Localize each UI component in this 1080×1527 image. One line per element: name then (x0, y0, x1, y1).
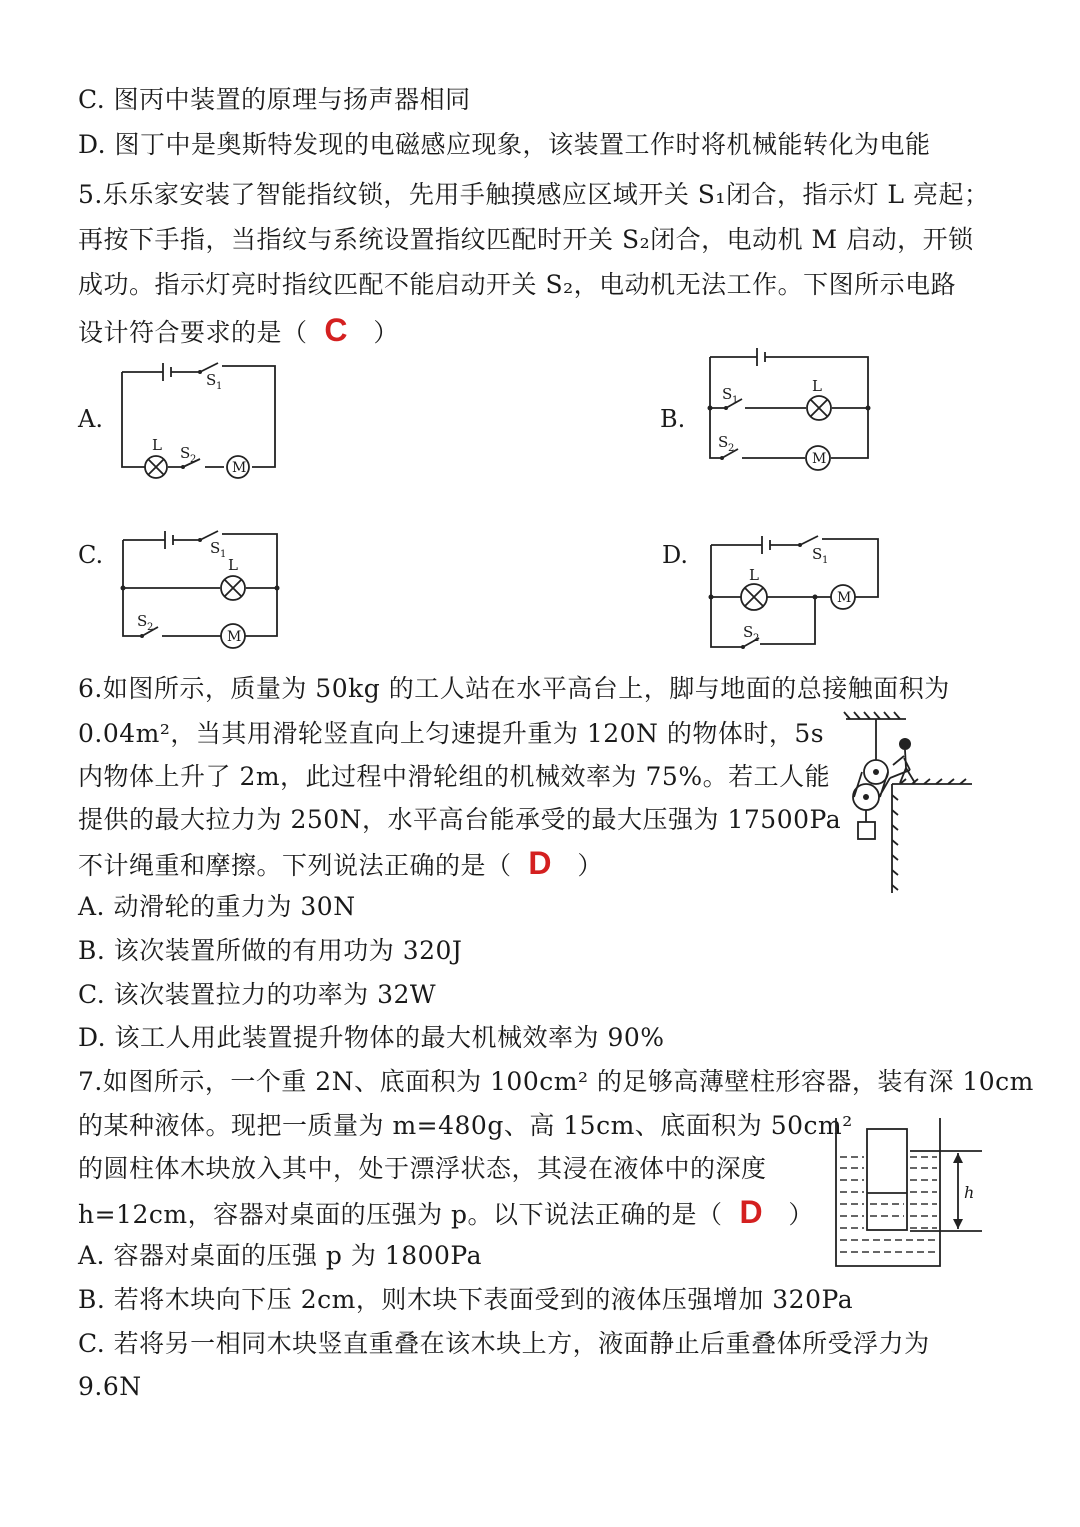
q7-prompt: h=12cm，容器对桌面的压强为 p。以下说法正确的是（ (78, 1200, 723, 1229)
option-c-q4: C. 图丙中装置的原理与扬声器相同 (78, 85, 471, 114)
circuit-a-motor-m: M (232, 460, 247, 476)
circuit-b-s1-sub: 1 (732, 395, 739, 406)
circuit-a-s1-sub: 1 (216, 381, 223, 392)
circuit-c-s2: S (137, 612, 148, 630)
circuit-b-motor-m: M (812, 451, 827, 467)
circuit-c-s1-sub: 1 (220, 549, 227, 560)
q7-option-c-line2: 9.6N (78, 1372, 142, 1401)
q5-answer: C (324, 312, 349, 348)
circuit-b-label: B. (660, 405, 686, 433)
q6-close-paren: ） (577, 851, 603, 880)
circuit-a-s2: S (180, 444, 191, 462)
circuit-a-s2-sub: 2 (190, 454, 197, 465)
q7-option-c-line1: C. 若将另一相同木块竖直重叠在该木块上方，液面静止后重叠体所受浮力为 (78, 1329, 930, 1358)
circuit-a-s1: S (206, 371, 217, 389)
circuit-d-label: D. (662, 541, 689, 569)
q6-line-1: 6.如图所示，质量为 50kg 的工人站在水平高台上，脚与地面的总接触面积为 (78, 674, 950, 703)
q7-line-1: 7.如图所示，一个重 2N、底面积为 100cm² 的足够高薄壁柱形容器，装有深 10cm (78, 1067, 1034, 1096)
option-d-q4: D. 图丁中是奥斯特发现的电磁感应现象，该装置工作时将机械能转化为电能 (78, 130, 931, 159)
q7-line-3: 的圆柱体木块放入其中，处于漂浮状态，其浸在液体中的深度 (78, 1154, 767, 1183)
circuit-c-label: C. (78, 541, 104, 569)
circuit-c-motor-m: M (227, 629, 242, 645)
circuit-d-s1-sub: 1 (822, 555, 829, 566)
q6-line-3: 内物体上升了 2m，此过程中滑轮组的机械效率为 75%。若工人能 (78, 762, 831, 791)
circuit-d-s2: S (743, 623, 754, 641)
q5-close-paren: ） (373, 318, 399, 347)
q5-line-1: 5.乐乐家安装了智能指纹锁，先用手触摸感应区域开关 S₁闭合，指示灯 L 亮起； (78, 180, 990, 209)
circuit-b-lamp-l: L (812, 377, 822, 395)
q6-option-c: C. 该次装置拉力的功率为 32W (78, 980, 437, 1009)
q6-option-b: B. 该次装置所做的有用功为 320J (78, 936, 463, 965)
circuit-b-s2: S (718, 433, 729, 451)
circuit-a-label: A. (78, 405, 103, 433)
q6-option-d: D. 该工人用此装置提升物体的最大机械效率为 90% (78, 1023, 665, 1052)
q5-prompt: 设计符合要求的是（ (78, 318, 308, 347)
q7-option-a: A. 容器对桌面的压强 p 为 1800Pa (78, 1241, 483, 1270)
circuit-d-s1: S (812, 545, 823, 563)
q6-line-2: 0.04m²，当其用滑轮竖直向上匀速提升重为 120N 的物体时，5s (78, 719, 825, 748)
q6-line-4: 提供的最大拉力为 250N，水平高台能承受的最大压强为 17500Pa (78, 805, 842, 834)
circuit-c-s2-sub: 2 (147, 622, 154, 633)
q7-option-b: B. 若将木块向下压 2cm，则木块下表面受到的液体压强增加 320Pa (78, 1285, 854, 1314)
q5-line-3: 成功。指示灯亮时指纹匹配不能启动开关 S₂，电动机无法工作。下图所示电路 (78, 270, 957, 299)
circuit-d-motor-m: M (837, 590, 852, 606)
q7-close-paren: ） (788, 1200, 814, 1229)
circuit-a-lamp-l: L (152, 436, 162, 454)
circuit-c-lamp-l: L (228, 556, 238, 574)
circuit-d-lamp-l: L (749, 566, 759, 584)
circuit-d-s2-sub: 2 (753, 633, 760, 644)
q6-answer: D (528, 845, 553, 881)
circuit-b-s2-sub: 2 (728, 443, 735, 454)
container-h-label: h (964, 1183, 975, 1202)
q7-answer: D (739, 1194, 764, 1230)
q7-line-2: 的某种液体。现把一质量为 m=480g、高 15cm、底面积为 50cm² (78, 1111, 853, 1140)
q5-line-2: 再按下手指，当指纹与系统设置指纹匹配时开关 S₂闭合，电动机 M 启动，开锁 (78, 225, 974, 254)
circuit-c-s1: S (210, 539, 221, 557)
q6-option-a: A. 动滑轮的重力为 30N (78, 892, 356, 921)
q6-prompt: 不计绳重和摩擦。下列说法正确的是（ (78, 851, 512, 880)
circuit-b-s1: S (722, 385, 733, 403)
